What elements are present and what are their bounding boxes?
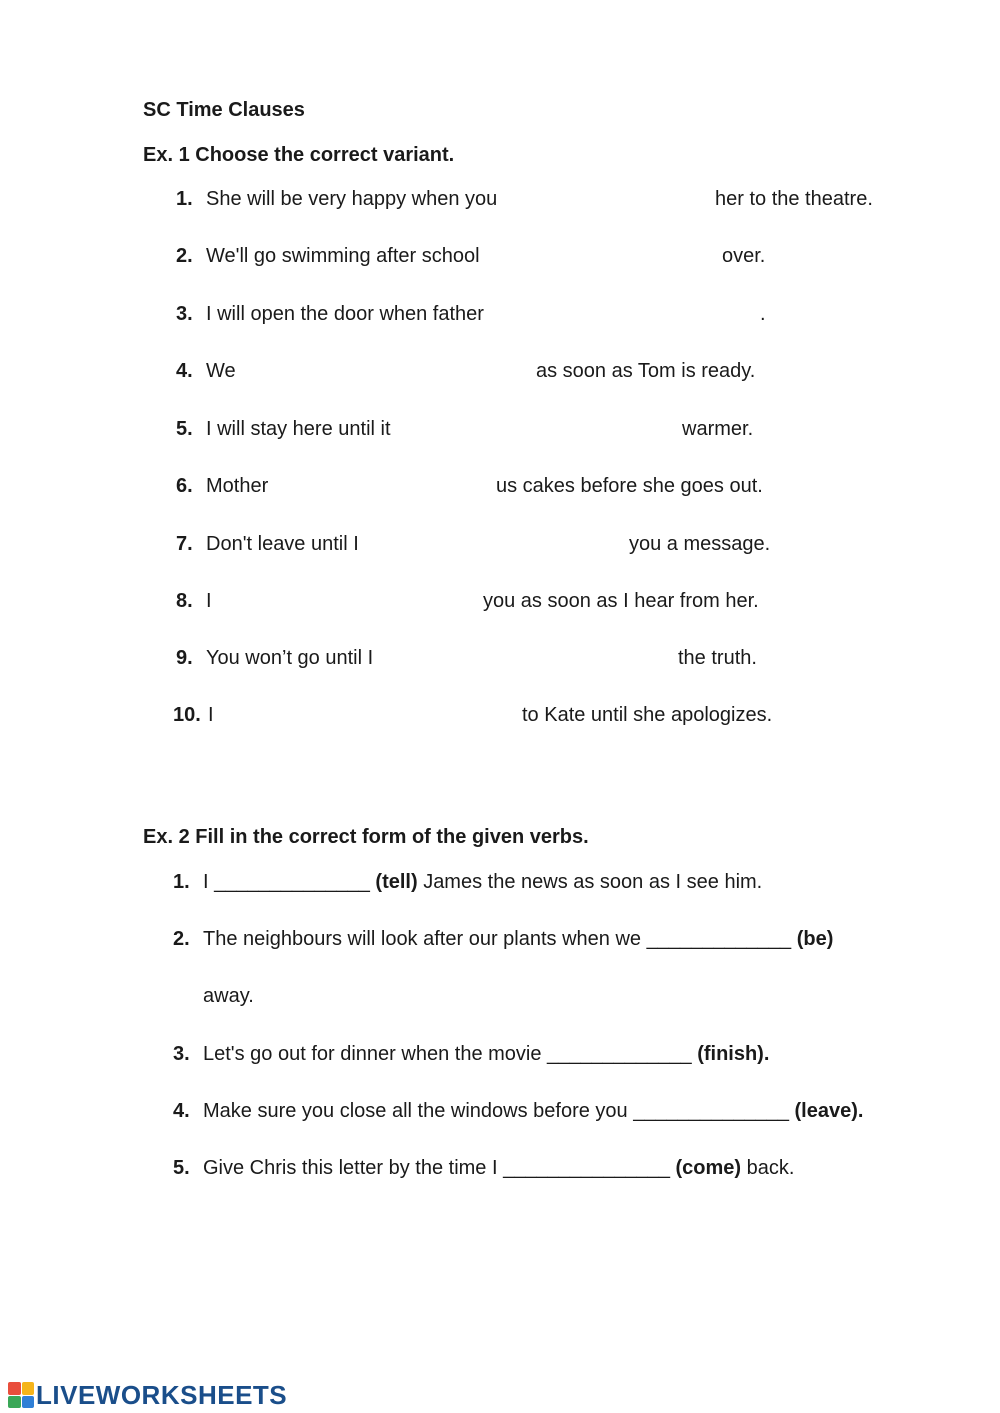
ex1-item-number: 7. xyxy=(176,533,193,555)
ex1-answer-dropdown[interactable] xyxy=(222,702,514,728)
ex2-item-number: 5. xyxy=(173,1157,190,1179)
ex1-item-number: 8. xyxy=(176,590,193,612)
ex2-item-number: 2. xyxy=(173,928,190,950)
logo-square-3 xyxy=(8,1396,21,1409)
ex1-item-text-before: She will be very happy when you xyxy=(206,188,498,210)
ex2-item-text: away. xyxy=(203,985,254,1007)
ex2-verb-hint: (leave). xyxy=(794,1100,864,1122)
ex2-item-text: I ______________ xyxy=(203,871,370,893)
ex2-verb-hint: (be) xyxy=(796,928,834,950)
ex1-item-text-after: warmer. xyxy=(682,418,754,440)
ex1-item-text-after: us cakes before she goes out. xyxy=(496,475,763,497)
ex2-heading: Ex. 2 Fill in the correct form of the given verbs. xyxy=(143,826,589,848)
ex2-item-line xyxy=(203,984,254,1008)
ex1-item-number: 6. xyxy=(176,475,193,497)
ex1-item-text-after: to Kate until she apologizes. xyxy=(522,704,773,726)
ex1-item-number: 2. xyxy=(176,245,193,267)
ex1-item-text-before: Don't leave until I xyxy=(206,533,359,555)
ex2-item-line xyxy=(203,927,833,951)
ex2-item-text: Make sure you close all the windows before you ______________ xyxy=(203,1100,789,1122)
ex2-item-text-after: back. xyxy=(746,1157,795,1179)
ex1-item-text-before: Mother xyxy=(206,475,269,497)
ex1-item-text-before: You won’t go until I xyxy=(206,647,374,669)
ex1-answer-dropdown[interactable] xyxy=(521,301,752,327)
ex1-item-text-before: I will stay here until it xyxy=(206,418,391,440)
logo-mark-icon xyxy=(8,1382,34,1408)
ex1-item-text-after: . xyxy=(760,303,766,325)
ex1-answer-dropdown[interactable] xyxy=(418,416,674,442)
page-title: SC Time Clauses xyxy=(143,99,305,121)
ex1-answer-dropdown[interactable] xyxy=(245,358,528,384)
ex2-item-number: 4. xyxy=(173,1100,190,1122)
ex1-item-text-after: her to the theatre. xyxy=(715,188,873,210)
logo-square-4 xyxy=(22,1396,35,1409)
ex1-item-number: 10. xyxy=(173,704,201,726)
ex1-item-text-before: I xyxy=(206,590,212,612)
logo-square-2 xyxy=(22,1382,35,1395)
ex1-item-text-before: I will open the door when father xyxy=(206,303,484,325)
logo-text: LIVEWORKSHEETS xyxy=(36,1379,288,1410)
ex1-item-text-before: I xyxy=(208,704,214,726)
ex1-item-text-after: as soon as Tom is ready. xyxy=(536,360,756,382)
ex2-verb-hint: (come) xyxy=(675,1157,742,1179)
ex1-item-number: 9. xyxy=(176,647,193,669)
ex1-answer-dropdown[interactable] xyxy=(219,588,475,614)
ex1-item-number: 3. xyxy=(176,303,193,325)
ex2-item-text: Give Chris this letter by the time I _______________ xyxy=(203,1157,670,1179)
ex2-verb-hint: (finish). xyxy=(697,1043,770,1065)
ex1-answer-dropdown[interactable] xyxy=(398,645,670,671)
ex1-answer-dropdown[interactable] xyxy=(381,531,621,557)
ex2-item-text: Let's go out for dinner when the movie _____________ xyxy=(203,1043,692,1065)
ex2-item-text-after: James the news as soon as I see him. xyxy=(423,871,763,893)
ex1-item-text-before: We xyxy=(206,360,236,382)
ex1-item-text-after: the truth. xyxy=(678,647,757,669)
ex2-verb-hint: (tell) xyxy=(375,871,418,893)
ex1-item-number: 4. xyxy=(176,360,193,382)
ex2-item-number: 1. xyxy=(173,871,190,893)
ex1-item-text-after: you a message. xyxy=(629,533,771,555)
ex2-item-line xyxy=(203,1156,794,1180)
ex1-item-text-before: We'll go swimming after school xyxy=(206,245,480,267)
liveworksheets-logo xyxy=(8,1381,287,1409)
ex2-item-line xyxy=(203,870,762,894)
ex1-answer-dropdown[interactable] xyxy=(524,186,707,212)
ex1-answer-dropdown[interactable] xyxy=(511,243,714,269)
ex1-item-number: 1. xyxy=(176,188,193,210)
ex1-item-text-after: you as soon as I hear from her. xyxy=(483,590,759,612)
ex1-heading: Ex. 1 Choose the correct variant. xyxy=(143,144,455,166)
ex1-item-text-after: over. xyxy=(722,245,766,267)
logo-square-1 xyxy=(8,1382,21,1395)
ex2-item-number: 3. xyxy=(173,1043,190,1065)
ex2-item-line xyxy=(203,1042,769,1066)
ex1-item-number: 5. xyxy=(176,418,193,440)
ex2-item-line xyxy=(203,1099,863,1123)
ex1-answer-dropdown[interactable] xyxy=(285,473,488,499)
ex2-item-text: The neighbours will look after our plants when we _____________ xyxy=(203,928,792,950)
